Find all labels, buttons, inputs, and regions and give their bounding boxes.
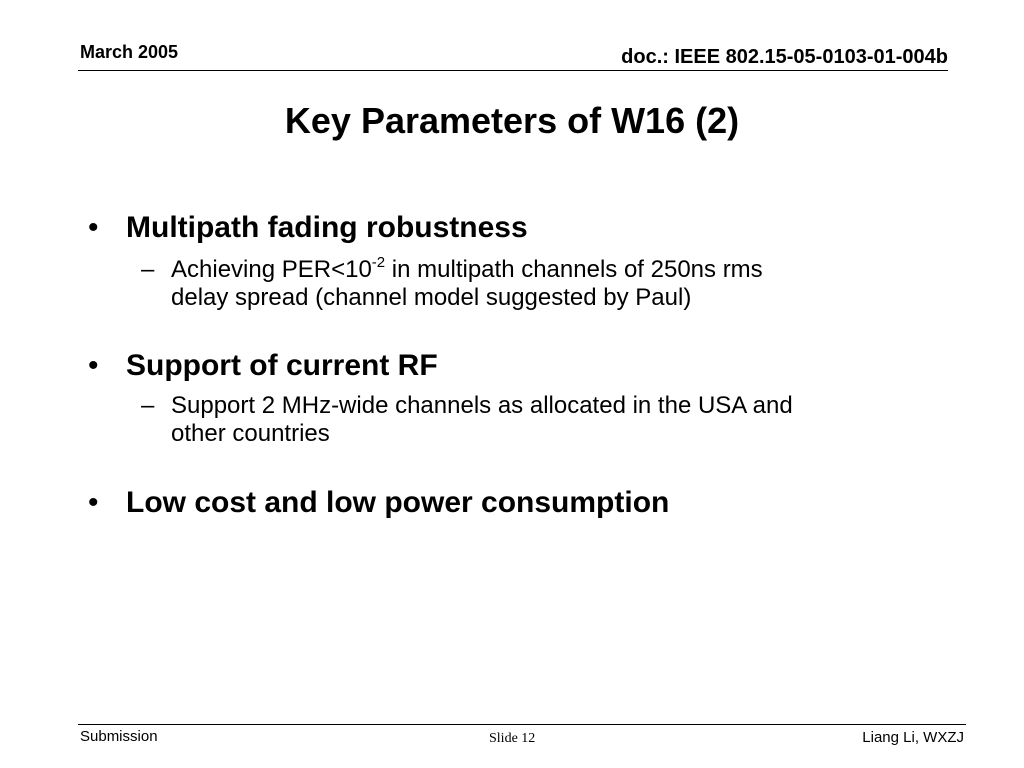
bullet-marker: • bbox=[88, 486, 99, 519]
bullet-multipath bbox=[88, 211, 528, 245]
footer-author: Liang Li, WXZJ bbox=[862, 729, 964, 746]
superscript-exponent: -2 bbox=[371, 254, 386, 271]
bullet-marker: • bbox=[88, 349, 99, 382]
bullet-heading: Support of current RF bbox=[126, 349, 438, 382]
sub-bullet-text: delay spread (channel model suggested by Paul) bbox=[171, 284, 692, 311]
bullet-support-rf bbox=[88, 349, 438, 383]
slide-title: Key Parameters of W16 (2) bbox=[284, 100, 740, 141]
bullet-heading: Multipath fading robustness bbox=[126, 211, 528, 244]
header-doc-id: doc.: IEEE 802.15-05-0103-01-004b bbox=[621, 46, 948, 68]
sub-bullet-text: other countries bbox=[171, 420, 330, 447]
bullet-marker: • bbox=[88, 211, 99, 244]
sub-bullet-per bbox=[141, 256, 763, 312]
sub-bullet-text: Support 2 MHz-wide channels as allocated in the USA and bbox=[171, 392, 793, 419]
sub-bullet-text: Achieving PER<10 bbox=[171, 256, 372, 283]
footer-submission: Submission bbox=[80, 728, 158, 745]
footer-divider bbox=[78, 724, 966, 725]
header-date: March 2005 bbox=[80, 42, 179, 62]
sub-bullet-line bbox=[141, 256, 763, 284]
bullet-heading: Low cost and low power consumption bbox=[126, 486, 670, 519]
sub-bullet-text: in multipath channels of 250ns rms bbox=[385, 256, 763, 283]
sub-bullet-channels bbox=[141, 392, 793, 448]
header-divider bbox=[78, 70, 948, 71]
footer-slide-number: Slide 12 bbox=[489, 731, 536, 746]
bullet-low-cost bbox=[88, 486, 669, 520]
sub-bullet-marker: – bbox=[141, 392, 155, 419]
sub-bullet-marker: – bbox=[141, 256, 155, 283]
